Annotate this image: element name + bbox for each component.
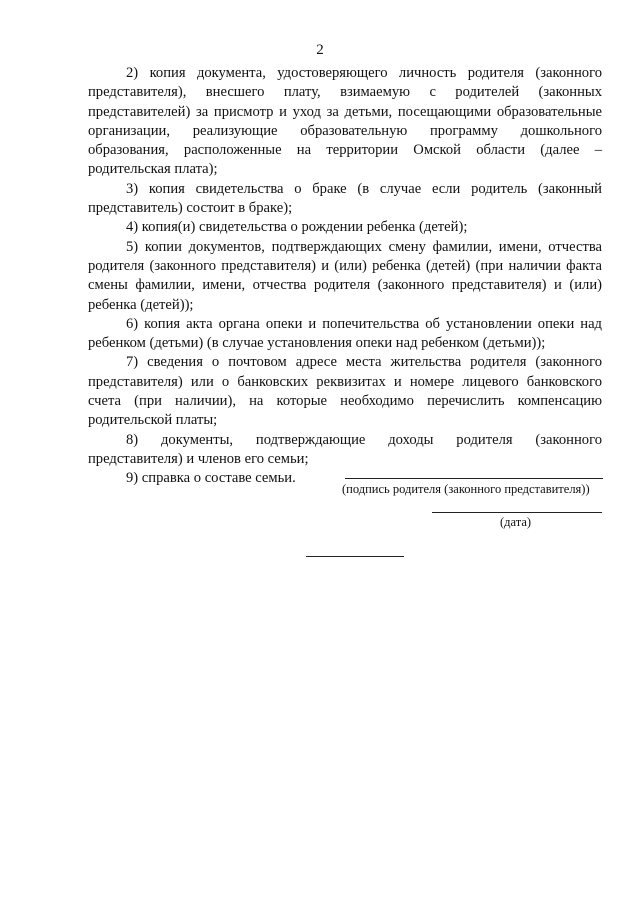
list-item-7: 7) сведения о почтовом адресе места жительства родителя (законного представителя) или о банковских реквизитах и номере лицевого банковского счета (при наличии), на которые необходимо перечислить компенсацию родительской платы; [88, 354, 602, 429]
list-item-9: 9) справка о составе семьи. [126, 470, 296, 487]
list-item-5: 5) копии документов, подтверждающих смену фамилии, имени, отчества родителя (законного представителя) и (или) ребенка (детей) (при наличии факта смены фамилии, имени, отчества родителя (законного представителя) и (или) ребенка (детей)); [88, 238, 602, 313]
list-item-2: 2) копия документа, удостоверяющего личность родителя (законного представителя), внесшего плату, взимаемую с родителей (законных представителей) за присмотр и уход за детьми, посещающими образовательные организации, реализующие образовательную программу дошкольного образования, расположенные на территории Омской области (далее – родительская плата); [88, 65, 602, 178]
document-body [88, 64, 602, 489]
parent-signature-line [345, 478, 603, 479]
page-number: 2 [316, 42, 324, 58]
parent-signature-caption: (подпись родителя (законного представителя)) [342, 482, 590, 496]
date-caption: (дата) [500, 515, 532, 529]
list-item-4: 4) копия(и) свидетельства о рождении ребенка (детей); [126, 219, 468, 236]
date-signature-line [432, 512, 602, 513]
list-item-6: 6) копия акта органа опеки и попечительства об установлении опеки над ребенком (детьми) (в случае установления опеки над ребенком (детьми)); [88, 315, 602, 352]
list-item-3: 3) копия свидетельства о браке (в случае если родитель (законный представитель) состоит в браке); [88, 180, 602, 217]
end-divider [306, 556, 404, 557]
list-item-8: 8) документы, подтверждающие доходы родителя (законного представителя) и членов его семьи; [88, 431, 602, 467]
